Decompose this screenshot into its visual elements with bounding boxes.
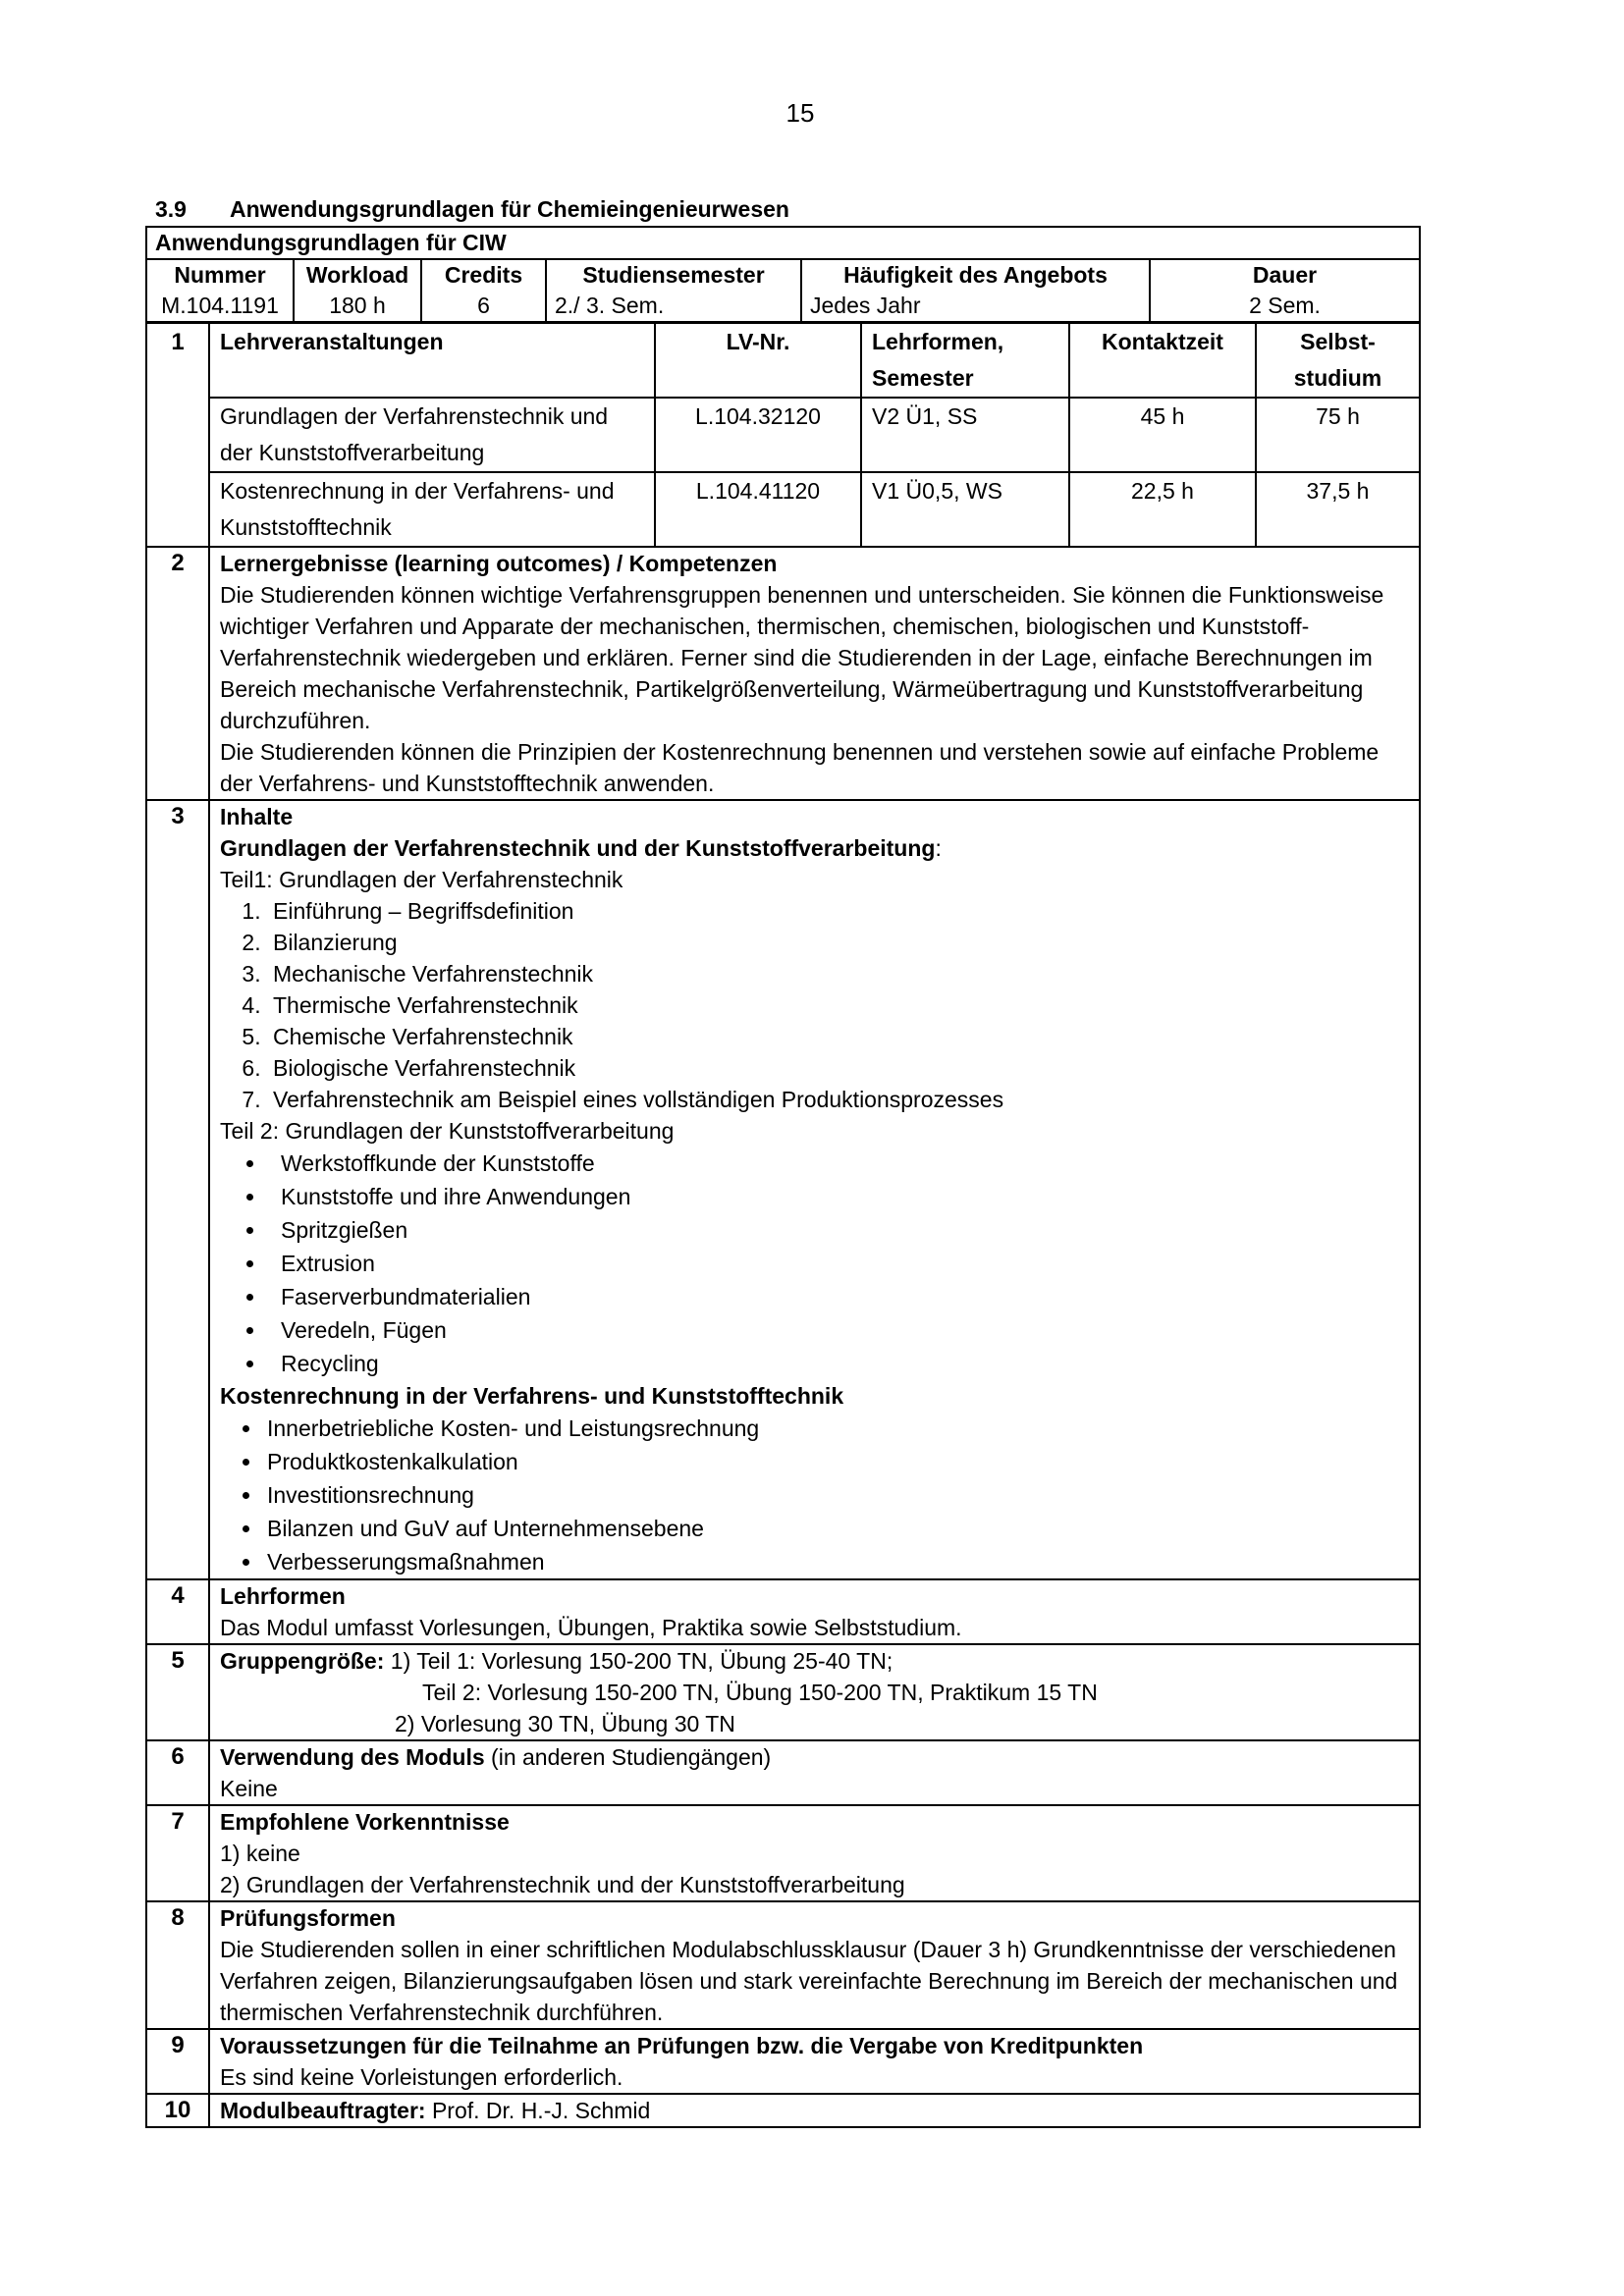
lv-header-self: Selbst-studium: [1256, 323, 1420, 398]
list-item: • Spritzgießen: [267, 1213, 1409, 1247]
list-item: 2. Bilanzierung: [267, 927, 1409, 958]
value-duration: 2 Sem.: [1150, 291, 1420, 322]
group-line-2: Teil 2: Vorlesung 150-200 TN, Übung 150-200 TN, Praktikum 15 TN: [422, 1680, 1098, 1705]
lv-contact: 22,5 h: [1069, 472, 1256, 547]
list-item: 3. Mechanische Verfahrenstechnik: [267, 958, 1409, 989]
row-number-3: 3: [146, 800, 209, 1579]
usage-title: Verwendung des Moduls: [220, 1744, 485, 1770]
part-1-list: [220, 895, 1409, 1115]
value-semester: 2./ 3. Sem.: [546, 291, 801, 322]
requirements-text: Es sind keine Vorleistungen erforderlich.: [220, 2064, 623, 2090]
list-item: • Verbesserungsmaßnahmen: [263, 1545, 1409, 1578]
table-row: [146, 398, 1420, 472]
section-heading: [155, 196, 789, 223]
value-frequency: Jedes Jahr: [801, 291, 1150, 322]
lv-header-forms: Lehrformen, Semester: [861, 323, 1069, 398]
lv-header-contact: Kontaktzeit: [1069, 323, 1256, 398]
row-number-1: 1: [146, 323, 209, 547]
module-header-table: [145, 226, 1421, 323]
outcomes-line: wichtiger Verfahren und Apparate der mechanischen, thermischen, chemischen, biologischen und Kunststoff-: [220, 614, 1310, 639]
row-number-5: 5: [146, 1644, 209, 1740]
contents-part-2: Teil 2: Grundlagen der Kunststoffverarbeitung: [220, 1118, 675, 1144]
lv-self: 75 h: [1256, 398, 1420, 472]
part-2-list: [220, 1147, 1409, 1380]
prereq-line-2: 2) Grundlagen der Verfahrenstechnik und der Kunststoffverarbeitung: [220, 1872, 905, 1897]
header-semester: Studiensemester: [546, 259, 801, 291]
contents-subtitle-1: Grundlagen der Verfahrenstechnik und der Kunststoffverarbeitung: [220, 835, 936, 861]
contents-subtitle-1-colon: :: [935, 835, 942, 861]
usage-cell: [209, 1740, 1420, 1805]
lv-self: 37,5 h: [1256, 472, 1420, 547]
value-workload: 180 h: [294, 291, 421, 322]
usage-text: Keine: [220, 1776, 278, 1801]
value-nummer: M.104.1191: [146, 291, 294, 322]
outcomes-line: der Verfahrens- und Kunststofftechnik anwenden.: [220, 771, 715, 796]
lv-forms: V1 Ü0,5, WS: [861, 472, 1069, 547]
teaching-cell: [209, 1579, 1420, 1644]
outcomes-cell: [209, 547, 1420, 800]
outcomes-line: durchzuführen.: [220, 708, 371, 733]
list-item: • Bilanzen und GuV auf Unternehmensebene: [263, 1512, 1409, 1545]
prereq-title: Empfohlene Vorkenntnisse: [220, 1809, 510, 1835]
list-item: • Investitionsrechnung: [263, 1478, 1409, 1512]
usage-title-suffix: (in anderen Studiengängen): [484, 1744, 772, 1770]
requirements-title: Voraussetzungen für die Teilnahme an Prüfungen bzw. die Vergabe von Kreditpunkten: [220, 2033, 1144, 2058]
outcomes-line: Bereich mechanische Verfahrenstechnik, Partikelgrößenverteilung, Wärmeübertragung und Kunststoffverarbeitung: [220, 676, 1364, 702]
group-title: Gruppengröße:: [220, 1648, 385, 1674]
group-cell: [209, 1644, 1420, 1740]
list-item: • Faserverbundmaterialien: [267, 1280, 1409, 1313]
responsible-title: Modulbeauftragter:: [220, 2098, 426, 2123]
exam-title: Prüfungsformen: [220, 1905, 396, 1931]
lv-number: L.104.41120: [655, 472, 861, 547]
lv-header-courses: Lehrveranstaltungen: [209, 323, 655, 398]
header-duration: Dauer: [1150, 259, 1420, 291]
header-workload: Workload: [294, 259, 421, 291]
row-number-7: 7: [146, 1805, 209, 1901]
group-line-1: 1) Teil 1: Vorlesung 150-200 TN, Übung 25-40 TN;: [384, 1648, 893, 1674]
exam-line: thermischen Verfahrenstechnik durchführen.: [220, 2000, 664, 2025]
row-number-4: 4: [146, 1579, 209, 1644]
row-number-9: 9: [146, 2029, 209, 2094]
outcomes-line: Verfahrenstechnik wiedergeben und erklären. Ferner sind die Studierenden in der Lage, einfache Berechnungen im: [220, 645, 1373, 670]
lv-course: Kostenrechnung in der Verfahrens- und Kunststofftechnik: [209, 472, 655, 547]
list-item: 6. Biologische Verfahrenstechnik: [267, 1052, 1409, 1084]
list-item: 1. Einführung – Begriffsdefinition: [267, 895, 1409, 927]
exam-line: Verfahren zeigen, Bilanzierungsaufgaben lösen und stark vereinfachte Berechnung im Bereich der mechanischen und: [220, 1968, 1398, 1994]
list-item: • Extrusion: [267, 1247, 1409, 1280]
teaching-title: Lehrformen: [220, 1583, 346, 1609]
row-number-8: 8: [146, 1901, 209, 2029]
contents-subtitle-2: Kostenrechnung in der Verfahrens- und Kunststofftechnik: [220, 1383, 844, 1409]
header-frequency: Häufigkeit des Angebots: [801, 259, 1150, 291]
row-number-6: 6: [146, 1740, 209, 1805]
row-number-10: 10: [146, 2094, 209, 2127]
prereq-cell: [209, 1805, 1420, 1901]
outcomes-title: Lernergebnisse (learning outcomes) / Kompetenzen: [220, 551, 778, 576]
exam-line: Die Studierenden sollen in einer schriftlichen Modulabschlussklausur (Dauer 3 h) Grundkenntnisse der verschiedenen: [220, 1937, 1396, 1962]
lv-forms: V2 Ü1, SS: [861, 398, 1069, 472]
lv-contact: 45 h: [1069, 398, 1256, 472]
header-nummer: Nummer: [146, 259, 294, 291]
contents-title: Inhalte: [220, 804, 294, 829]
requirements-cell: [209, 2029, 1420, 2094]
outcomes-line: Die Studierenden können wichtige Verfahrensgruppen benennen und unterscheiden. Sie können die Funktionsweise: [220, 582, 1384, 608]
lv-course: Grundlagen der Verfahrenstechnik und der Kunststoffverarbeitung: [209, 398, 655, 472]
list-item: • Kunststoffe und ihre Anwendungen: [267, 1180, 1409, 1213]
lv-header-lvnr: LV-Nr.: [655, 323, 861, 398]
list-item: • Veredeln, Fügen: [267, 1313, 1409, 1347]
list-item: • Innerbetriebliche Kosten- und Leistungsrechnung: [263, 1412, 1409, 1445]
responsible-name: Prof. Dr. H.-J. Schmid: [425, 2098, 651, 2123]
list-item: • Werkstoffkunde der Kunststoffe: [267, 1147, 1409, 1180]
exam-cell: [209, 1901, 1420, 2029]
section-number: 3.9: [155, 196, 187, 222]
list-item: 7. Verfahrenstechnik am Beispiel eines vollständigen Produktionsprozesses: [267, 1084, 1409, 1115]
table-row: [146, 472, 1420, 547]
list-item: • Recycling: [267, 1347, 1409, 1380]
module-title: Anwendungsgrundlagen für CIW: [146, 227, 1420, 259]
responsible-cell: [209, 2094, 1420, 2127]
teaching-text: Das Modul umfasst Vorlesungen, Übungen, Praktika sowie Selbststudium.: [220, 1615, 962, 1640]
part-3-list: [220, 1412, 1409, 1578]
list-item: 4. Thermische Verfahrenstechnik: [267, 989, 1409, 1021]
lv-number: L.104.32120: [655, 398, 861, 472]
value-credits: 6: [421, 291, 546, 322]
row-number-2: 2: [146, 547, 209, 800]
module-details-table: [145, 322, 1421, 2128]
list-item: 5. Chemische Verfahrenstechnik: [267, 1021, 1409, 1052]
header-credits: Credits: [421, 259, 546, 291]
section-title: Anwendungsgrundlagen für Chemieingenieurwesen: [230, 196, 789, 222]
contents-part-1: Teil1: Grundlagen der Verfahrenstechnik: [220, 867, 623, 892]
page-number: 15: [785, 98, 815, 128]
group-line-3: 2) Vorlesung 30 TN, Übung 30 TN: [395, 1711, 735, 1736]
outcomes-line: Die Studierenden können die Prinzipien der Kostenrechnung benennen und verstehen sowie auf einfache Probleme: [220, 739, 1380, 765]
contents-cell: [209, 800, 1420, 1579]
prereq-line-1: 1) keine: [220, 1841, 300, 1866]
list-item: • Produktkostenkalkulation: [263, 1445, 1409, 1478]
